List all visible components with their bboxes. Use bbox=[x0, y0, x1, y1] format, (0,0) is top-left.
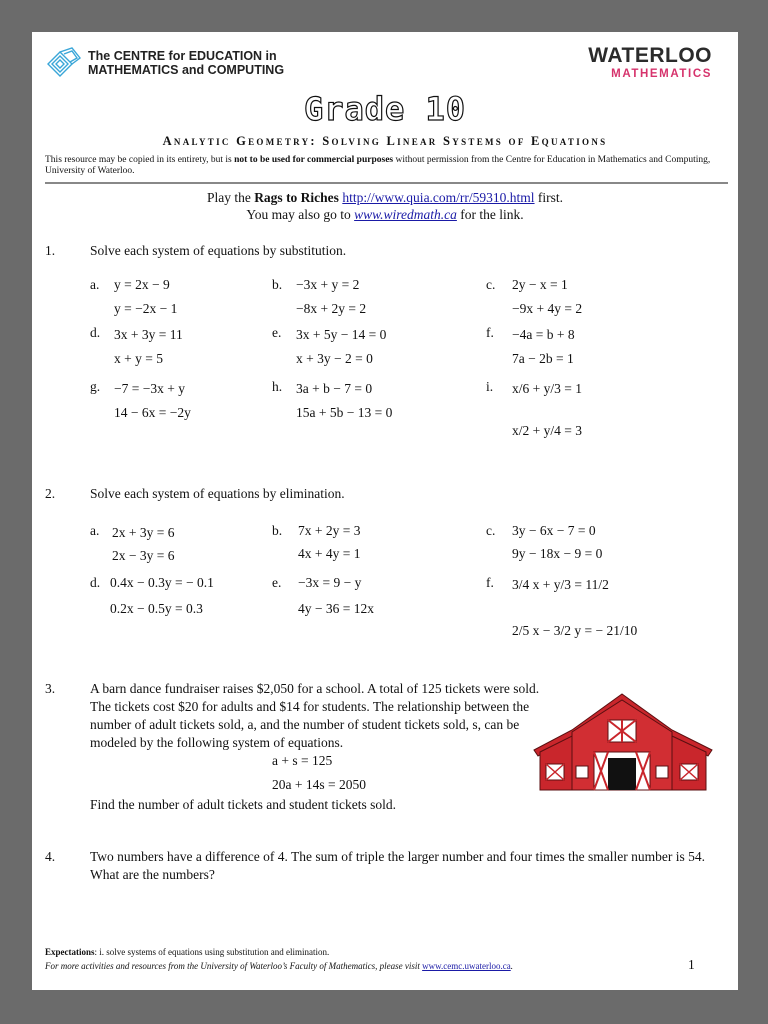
worksheet-page bbox=[32, 32, 738, 990]
q1e-eq1: 3x + 5y − 14 = 0 bbox=[296, 327, 387, 342]
q1-label-i: i. bbox=[486, 379, 494, 394]
header-divider bbox=[45, 182, 728, 184]
q2-number: 2. bbox=[45, 486, 56, 501]
q1f-eq1: −4a = b + 8 bbox=[512, 327, 575, 342]
q3-prompt: A barn dance fundraiser raises $2,050 for a school. A total of 125 tickets were sold. The tickets cost $20 for adults and $14 for students. The relationship between the number of adult tickets sold, a, and the number of student tickets sold, s, can be modeled by the following system of equations. bbox=[90, 681, 540, 750]
q1-label-a: a. bbox=[90, 277, 100, 292]
q1h-eq1: 3a + b − 7 = 0 bbox=[296, 381, 373, 396]
q2-label-a: a. bbox=[90, 523, 100, 538]
q3-eq2: 20a + 14s = 2050 bbox=[272, 777, 366, 792]
intro-line-2: You may also go to www.wiredmath.ca for the link. bbox=[246, 207, 524, 222]
q1g-eq2: 14 − 6x = −2y bbox=[114, 405, 191, 420]
intro-line-1: Play the Rags to Riches http://www.quia.com/rr/59310.html first. bbox=[206, 190, 564, 205]
q4-prompt: Two numbers have a difference of 4. The sum of triple the larger number and four times the smaller number is 54. What are the numbers? bbox=[90, 849, 706, 882]
q1e-eq2: x + 3y − 2 = 0 bbox=[296, 351, 373, 366]
q2c-eq1: 3y − 6x − 7 = 0 bbox=[512, 523, 596, 538]
q1b-eq2: −8x + 2y = 2 bbox=[296, 301, 367, 316]
q1c-eq2: −9x + 4y = 2 bbox=[512, 301, 583, 316]
q1g-eq1: −7 = −3x + y bbox=[114, 381, 185, 396]
footer-resources: For more activities and resources from the University of Waterloo’s Faculty of Mathematics, please visit www.cemc.uwaterloo.ca. bbox=[45, 961, 513, 971]
wiredmath-link[interactable]: www.wiredmath.ca bbox=[354, 207, 457, 222]
q1-label-c: c. bbox=[486, 277, 496, 292]
q2a-eq1: 2x + 3y = 6 bbox=[112, 525, 175, 540]
q3-question: Find the number of adult tickets and student tickets sold. bbox=[90, 797, 396, 812]
page-subtitle: Analytic Geometry: Solving Linear Systems of Equations bbox=[162, 134, 608, 148]
q2e-eq1: −3x = 9 − y bbox=[298, 575, 362, 590]
q2a-eq2: 2x − 3y = 6 bbox=[112, 548, 175, 563]
q1f-eq2: 7a − 2b = 1 bbox=[512, 351, 574, 366]
q1c-eq1: 2y − x = 1 bbox=[512, 277, 568, 292]
q1h-eq2: 15a + 5b − 13 = 0 bbox=[296, 405, 393, 420]
q2-prompt: Solve each system of equations by elimination. bbox=[90, 486, 345, 501]
q1d-eq1: 3x + 3y = 11 bbox=[114, 327, 183, 342]
q2d-eq2: 0.2x − 0.5y = 0.3 bbox=[110, 601, 203, 616]
q2-label-c: c. bbox=[486, 523, 496, 538]
cemc-website-link[interactable]: www.cemc.uwaterloo.ca bbox=[422, 961, 511, 971]
q2f-eq1: 3/4 x + y/3 = 11/2 bbox=[512, 577, 609, 592]
q2b-eq1: 7x + 2y = 3 bbox=[298, 523, 361, 538]
q2-label-f: f. bbox=[486, 575, 494, 590]
q1-label-d: d. bbox=[90, 325, 101, 340]
page-title: Grade 10 bbox=[303, 90, 467, 128]
q1a-eq1: y = 2x − 9 bbox=[114, 277, 170, 292]
barn-illustration bbox=[532, 692, 714, 792]
q1-number: 1. bbox=[45, 243, 56, 258]
q2-label-b: b. bbox=[272, 523, 283, 538]
waterloo-wordmark: WATERLOO bbox=[588, 44, 712, 67]
q1a-eq2: y = −2x − 1 bbox=[114, 301, 178, 316]
q1i-eq1: x/6 + y/3 = 1 bbox=[512, 381, 582, 396]
q1i-eq2: x/2 + y/4 = 3 bbox=[512, 423, 582, 438]
mathematics-wordmark: MATHEMATICS bbox=[611, 68, 712, 80]
q1-label-f: f. bbox=[486, 325, 494, 340]
copyright-notice: This resource may be copied in its entirety, but is not to be used for commercial purposes without permission from the Centre for Education in Mathematics and Computing, University of Waterloo. bbox=[45, 155, 711, 176]
q2-label-d: d. bbox=[90, 575, 101, 590]
waterloo-logo bbox=[588, 44, 712, 80]
q2f-eq2: 2/5 x − 3/2 y = − 21/10 bbox=[512, 623, 638, 638]
q4-number: 4. bbox=[45, 849, 56, 864]
q1-label-b: b. bbox=[272, 277, 283, 292]
q3-number: 3. bbox=[45, 681, 56, 696]
q1-label-g: g. bbox=[90, 379, 101, 394]
page-number: 1 bbox=[688, 957, 695, 972]
q1-label-e: e. bbox=[272, 325, 282, 340]
cemc-logo-icon bbox=[46, 46, 82, 78]
q1d-eq2: x + y = 5 bbox=[114, 351, 163, 366]
q1b-eq1: −3x + y = 2 bbox=[296, 277, 360, 292]
expectations-note: Expectations: i. solve systems of equations using substitution and elimination. bbox=[45, 947, 330, 957]
cemc-name-line1: The CENTRE for EDUCATION in bbox=[88, 49, 277, 63]
cemc-name-line2: MATHEMATICS and COMPUTING bbox=[88, 63, 285, 77]
q2c-eq2: 9y − 18x − 9 = 0 bbox=[512, 546, 603, 561]
q2e-eq2: 4y − 36 = 12x bbox=[298, 601, 374, 616]
q1-label-h: h. bbox=[272, 379, 283, 394]
q2b-eq2: 4x + 4y = 1 bbox=[298, 546, 361, 561]
rags-to-riches-link[interactable]: http://www.quia.com/rr/59310.html bbox=[342, 190, 535, 205]
q1-prompt: Solve each system of equations by substitution. bbox=[90, 243, 347, 258]
q2-label-e: e. bbox=[272, 575, 282, 590]
q2d-eq1: 0.4x − 0.3y = − 0.1 bbox=[110, 575, 214, 590]
q3-eq1: a + s = 125 bbox=[272, 753, 333, 768]
